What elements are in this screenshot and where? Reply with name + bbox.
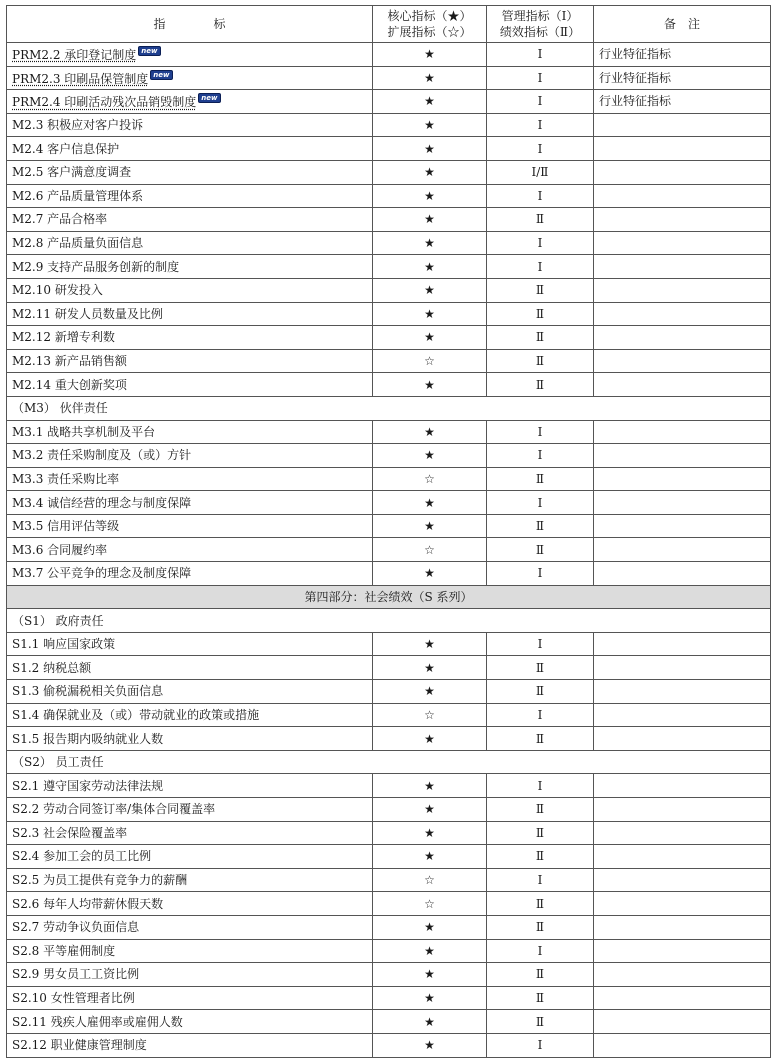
management-performance-cell: Ⅰ (487, 632, 594, 656)
indicator-label: S1.4 确保就业及（或）带动就业的政策或措施 (12, 707, 260, 722)
table-row (7, 208, 771, 232)
indicator-label: M2.9 支持产品服务创新的制度 (12, 259, 180, 274)
indicator-label: S1.2 纳税总额 (12, 660, 92, 675)
section-heading-row (7, 396, 771, 420)
indicator-label: M3.3 责任采购比率 (12, 471, 120, 486)
table-row (7, 184, 771, 208)
table-row (7, 278, 771, 302)
indicator-cell (7, 43, 373, 67)
indicator-table (6, 5, 771, 1058)
remarks-cell: 行业特征指标 (594, 90, 771, 114)
indicator-cell (7, 137, 373, 161)
indicator-cell (7, 90, 373, 114)
indicator-cell (7, 326, 373, 350)
table-row (7, 90, 771, 114)
table-row (7, 680, 771, 704)
indicator-label: S2.12 职业健康管理制度 (12, 1038, 147, 1053)
core-extended-cell: ★ (373, 562, 487, 586)
core-extended-cell: ★ (373, 798, 487, 822)
table-row (7, 562, 771, 586)
core-extended-cell: ★ (373, 774, 487, 798)
core-extended-cell: ★ (373, 1033, 487, 1057)
core-extended-cell: ★ (373, 986, 487, 1010)
indicator-cell (7, 113, 373, 137)
core-extended-cell: ☆ (373, 349, 487, 373)
header-indicator: 指 标 (7, 6, 373, 43)
management-performance-cell: Ⅱ (487, 986, 594, 1010)
core-extended-cell: ★ (373, 420, 487, 444)
table-row (7, 420, 771, 444)
remarks-cell (594, 986, 771, 1010)
table-row (7, 349, 771, 373)
indicator-label: S2.2 劳动合同签订率/集体合同覆盖率 (12, 802, 216, 817)
core-extended-cell: ★ (373, 184, 487, 208)
remarks-cell (594, 467, 771, 491)
management-performance-cell: Ⅰ (487, 491, 594, 515)
indicator-cell (7, 656, 373, 680)
indicator-cell (7, 278, 373, 302)
management-performance-cell: Ⅰ (487, 703, 594, 727)
management-performance-cell: Ⅰ (487, 90, 594, 114)
remarks-cell (594, 845, 771, 869)
indicator-label: S1.3 偷税漏税相关负面信息 (12, 684, 164, 699)
header-core-extended (373, 6, 487, 43)
indicator-cell (7, 892, 373, 916)
table-row (7, 892, 771, 916)
indicator-label: M2.14 重大创新奖项 (12, 377, 127, 392)
indicator-label: M2.7 产品合格率 (12, 212, 108, 227)
remarks-cell (594, 326, 771, 350)
table-row (7, 160, 771, 184)
table-row (7, 491, 771, 515)
table-row (7, 231, 771, 255)
remarks-cell (594, 444, 771, 468)
remarks-cell (594, 892, 771, 916)
indicator-cell (7, 915, 373, 939)
core-extended-cell: ★ (373, 1010, 487, 1034)
management-performance-cell: Ⅰ (487, 1033, 594, 1057)
indicator-cell (7, 231, 373, 255)
core-extended-cell: ★ (373, 137, 487, 161)
core-extended-cell: ★ (373, 113, 487, 137)
indicator-cell (7, 680, 373, 704)
indicator-cell (7, 255, 373, 279)
indicator-cell (7, 774, 373, 798)
table-row (7, 1010, 771, 1034)
indicator-cell (7, 1033, 373, 1057)
management-performance-cell: Ⅰ (487, 939, 594, 963)
indicator-cell (7, 939, 373, 963)
core-extended-cell: ★ (373, 514, 487, 538)
remarks-cell (594, 798, 771, 822)
table-row (7, 703, 771, 727)
indicator-label: M3.2 责任采购制度及（或）方针 (12, 448, 192, 463)
management-performance-cell: Ⅱ (487, 915, 594, 939)
table-row (7, 939, 771, 963)
remarks-cell (594, 703, 771, 727)
remarks-cell (594, 231, 771, 255)
core-extended-cell: ★ (373, 66, 487, 90)
core-extended-cell: ☆ (373, 703, 487, 727)
table-body (7, 43, 771, 1058)
management-performance-cell: Ⅱ (487, 727, 594, 751)
table-row (7, 821, 771, 845)
remarks-cell (594, 113, 771, 137)
section-heading: （S1） 政府责任 (7, 609, 771, 633)
core-extended-cell: ★ (373, 680, 487, 704)
indicator-cell (7, 868, 373, 892)
management-performance-cell: Ⅰ (487, 868, 594, 892)
table-row (7, 845, 771, 869)
indicator-label: S2.1 遵守国家劳动法律法规 (12, 778, 164, 793)
management-performance-cell: Ⅱ (487, 963, 594, 987)
remarks-cell (594, 420, 771, 444)
table-row (7, 66, 771, 90)
indicator-cell (7, 66, 373, 90)
remarks-cell (594, 255, 771, 279)
indicator-label: S2.5 为员工提供有竞争力的薪酬 (12, 873, 188, 888)
core-extended-cell: ★ (373, 821, 487, 845)
management-performance-cell: Ⅰ (487, 66, 594, 90)
core-extended-cell: ★ (373, 90, 487, 114)
section-heading: （M3） 伙伴责任 (7, 396, 771, 420)
indicator-label: S2.6 每年人均带薪休假天数 (12, 896, 164, 911)
remarks-cell (594, 680, 771, 704)
remarks-cell (594, 160, 771, 184)
indicator-label: S2.9 男女员工工资比例 (12, 967, 140, 982)
management-performance-cell: Ⅰ/Ⅱ (487, 160, 594, 184)
indicator-label: M2.11 研发人员数量及比例 (12, 306, 163, 321)
table-row (7, 302, 771, 326)
indicator-label: M3.5 信用评估等级 (12, 519, 120, 534)
core-extended-cell: ★ (373, 939, 487, 963)
indicator-label: M2.8 产品质量负面信息 (12, 236, 144, 251)
remarks-cell (594, 774, 771, 798)
indicator-cell (7, 821, 373, 845)
core-extended-cell: ★ (373, 326, 487, 350)
management-performance-cell: Ⅱ (487, 798, 594, 822)
remarks-cell (594, 514, 771, 538)
table-header (7, 6, 771, 43)
core-extended-cell: ☆ (373, 467, 487, 491)
core-extended-cell: ★ (373, 278, 487, 302)
indicator-cell (7, 632, 373, 656)
header-core-label: 核心指标（★） (387, 9, 472, 23)
table-row (7, 444, 771, 468)
remarks-cell (594, 491, 771, 515)
indicator-label: S2.11 残疾人雇佣率或雇佣人数 (12, 1014, 183, 1029)
management-performance-cell: Ⅱ (487, 302, 594, 326)
management-performance-cell: Ⅱ (487, 1010, 594, 1034)
new-badge: new (138, 46, 160, 56)
indicator-cell (7, 373, 373, 397)
core-extended-cell: ★ (373, 43, 487, 67)
management-performance-cell: Ⅰ (487, 444, 594, 468)
section-heading: （S2） 员工责任 (7, 750, 771, 774)
indicator-label: M3.6 合同履约率 (12, 542, 108, 557)
management-performance-cell: Ⅱ (487, 845, 594, 869)
indicator-label: PRM2.4 印刷活动残次品销毁制度 (12, 95, 197, 110)
indicator-cell (7, 514, 373, 538)
management-performance-cell: Ⅱ (487, 514, 594, 538)
management-performance-cell: Ⅱ (487, 373, 594, 397)
management-performance-cell: Ⅰ (487, 231, 594, 255)
remarks-cell (594, 632, 771, 656)
remarks-cell (594, 939, 771, 963)
indicator-cell (7, 160, 373, 184)
indicator-cell (7, 208, 373, 232)
indicator-label: M2.10 研发投入 (12, 283, 103, 298)
table-row (7, 514, 771, 538)
indicator-label: S2.10 女性管理者比例 (12, 991, 135, 1006)
management-performance-cell: Ⅰ (487, 562, 594, 586)
table-row (7, 43, 771, 67)
indicator-cell (7, 467, 373, 491)
management-performance-cell: Ⅰ (487, 43, 594, 67)
remarks-cell (594, 821, 771, 845)
table-row (7, 255, 771, 279)
indicator-label: PRM2.2 承印登记制度 (12, 48, 137, 63)
indicator-cell (7, 798, 373, 822)
indicator-cell (7, 420, 373, 444)
indicator-label: M2.13 新产品销售额 (12, 354, 127, 369)
table-row (7, 915, 771, 939)
core-extended-cell: ★ (373, 727, 487, 751)
section-heading-row (7, 750, 771, 774)
remarks-cell (594, 1010, 771, 1034)
indicator-cell (7, 845, 373, 869)
core-extended-cell: ★ (373, 373, 487, 397)
management-performance-cell: Ⅱ (487, 467, 594, 491)
indicator-label: S2.7 劳动争议负面信息 (12, 920, 140, 935)
management-performance-cell: Ⅰ (487, 420, 594, 444)
indicator-label: M3.7 公平竞争的理念及制度保障 (12, 566, 192, 581)
indicator-cell (7, 444, 373, 468)
remarks-cell (594, 349, 771, 373)
indicator-label: S1.5 报告期内吸纳就业人数 (12, 731, 164, 746)
remarks-cell (594, 727, 771, 751)
core-extended-cell: ★ (373, 845, 487, 869)
management-performance-cell: Ⅰ (487, 255, 594, 279)
management-performance-cell: Ⅱ (487, 278, 594, 302)
indicator-cell (7, 727, 373, 751)
header-management-label: 管理指标（Ⅰ） (501, 9, 579, 23)
management-performance-cell: Ⅱ (487, 892, 594, 916)
new-badge: new (150, 70, 172, 80)
core-extended-cell: ★ (373, 656, 487, 680)
indicator-label: S1.1 响应国家政策 (12, 637, 116, 652)
remarks-cell (594, 538, 771, 562)
table-row (7, 1033, 771, 1057)
management-performance-cell: Ⅱ (487, 680, 594, 704)
indicator-label: S2.3 社会保险覆盖率 (12, 825, 128, 840)
management-performance-cell: Ⅰ (487, 113, 594, 137)
indicator-cell (7, 1010, 373, 1034)
remarks-cell (594, 868, 771, 892)
core-extended-cell: ★ (373, 963, 487, 987)
indicator-label: M2.3 积极应对客户投诉 (12, 118, 144, 133)
indicator-cell (7, 562, 373, 586)
remarks-cell (594, 137, 771, 161)
indicator-cell (7, 963, 373, 987)
remarks-cell (594, 208, 771, 232)
remarks-cell (594, 963, 771, 987)
header-remarks: 备 注 (594, 6, 771, 43)
table-row (7, 373, 771, 397)
core-extended-cell: ★ (373, 491, 487, 515)
remarks-cell: 行业特征指标 (594, 43, 771, 67)
management-performance-cell: Ⅰ (487, 137, 594, 161)
table-row (7, 538, 771, 562)
table-row (7, 137, 771, 161)
core-extended-cell: ☆ (373, 892, 487, 916)
indicator-label: M2.12 新增专利数 (12, 330, 115, 345)
management-performance-cell: Ⅰ (487, 774, 594, 798)
remarks-cell (594, 1033, 771, 1057)
table-row (7, 326, 771, 350)
core-extended-cell: ★ (373, 915, 487, 939)
management-performance-cell: Ⅱ (487, 821, 594, 845)
management-performance-cell: Ⅱ (487, 208, 594, 232)
indicator-label: M3.1 战略共享机制及平台 (12, 424, 156, 439)
indicator-label: M3.4 诚信经营的理念与制度保障 (12, 495, 192, 510)
core-extended-cell: ★ (373, 255, 487, 279)
remarks-cell (594, 915, 771, 939)
remarks-cell (594, 302, 771, 326)
management-performance-cell: Ⅱ (487, 538, 594, 562)
indicator-label: M2.4 客户信息保护 (12, 141, 120, 156)
indicator-label: M2.6 产品质量管理体系 (12, 188, 144, 203)
remarks-cell: 行业特征指标 (594, 66, 771, 90)
indicator-cell (7, 538, 373, 562)
section-heading-row (7, 609, 771, 633)
header-management-performance (487, 6, 594, 43)
table-row (7, 868, 771, 892)
core-extended-cell: ★ (373, 302, 487, 326)
indicator-label: S2.8 平等雇佣制度 (12, 943, 116, 958)
table-row (7, 727, 771, 751)
remarks-cell (594, 656, 771, 680)
management-performance-cell: Ⅱ (487, 656, 594, 680)
header-extended-label: 扩展指标（☆） (387, 25, 472, 39)
indicator-cell (7, 302, 373, 326)
part-heading-row (7, 585, 771, 609)
remarks-cell (594, 373, 771, 397)
table-row (7, 467, 771, 491)
indicator-label: S2.4 参加工会的员工比例 (12, 849, 152, 864)
indicator-cell (7, 184, 373, 208)
core-extended-cell: ☆ (373, 538, 487, 562)
new-badge: new (198, 93, 220, 103)
remarks-cell (594, 278, 771, 302)
table-row (7, 963, 771, 987)
management-performance-cell: Ⅱ (487, 349, 594, 373)
core-extended-cell: ★ (373, 444, 487, 468)
table-row (7, 774, 771, 798)
table-row (7, 656, 771, 680)
remarks-cell (594, 562, 771, 586)
table-row (7, 113, 771, 137)
part-heading: 第四部分：社会绩效（S 系列） (7, 585, 771, 609)
core-extended-cell: ★ (373, 208, 487, 232)
remarks-cell (594, 184, 771, 208)
table-row (7, 986, 771, 1010)
indicator-cell (7, 986, 373, 1010)
management-performance-cell: Ⅱ (487, 326, 594, 350)
core-extended-cell: ☆ (373, 868, 487, 892)
core-extended-cell: ★ (373, 231, 487, 255)
indicator-cell (7, 349, 373, 373)
indicator-label: M2.5 客户满意度调查 (12, 165, 132, 180)
core-extended-cell: ★ (373, 632, 487, 656)
table-row (7, 632, 771, 656)
indicator-label: PRM2.3 印刷品保管制度 (12, 71, 149, 86)
management-performance-cell: Ⅰ (487, 184, 594, 208)
core-extended-cell: ★ (373, 160, 487, 184)
header-performance-label: 绩效指标（Ⅱ） (499, 25, 581, 39)
table-row (7, 798, 771, 822)
indicator-cell (7, 703, 373, 727)
indicator-cell (7, 491, 373, 515)
